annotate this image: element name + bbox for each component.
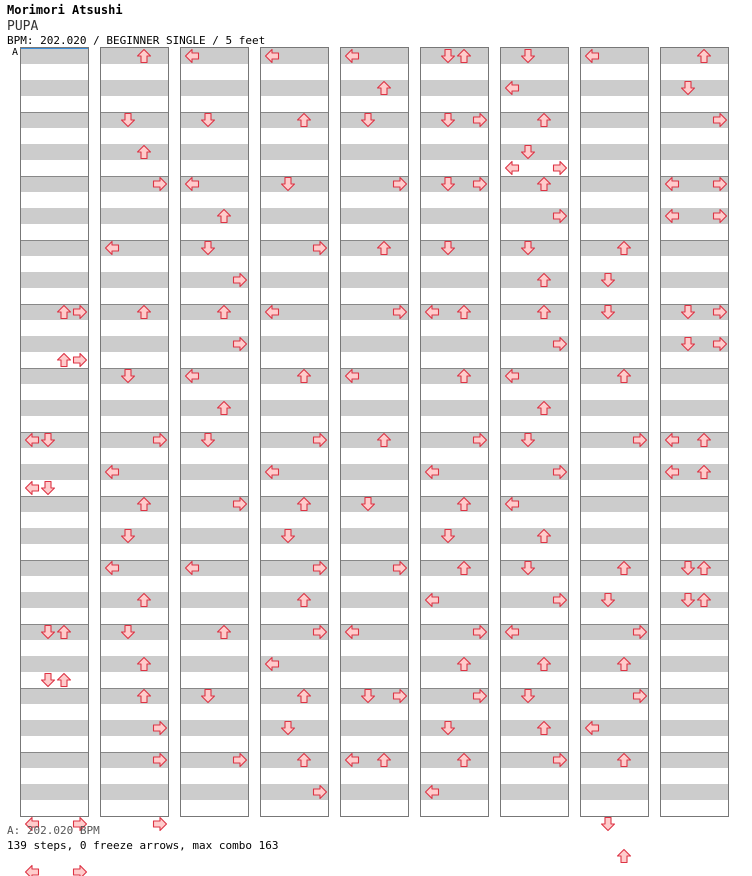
beat-stripe	[421, 656, 488, 672]
bpm-legend: A: 202.020 BPM	[7, 824, 100, 837]
chart-column	[421, 48, 489, 817]
beat-stripe	[181, 592, 248, 608]
beat-stripe	[581, 336, 648, 352]
beat-stripe	[181, 720, 248, 736]
step-arrow-icon	[602, 818, 615, 831]
beat-stripe	[421, 80, 488, 96]
beat-stripe	[21, 240, 88, 256]
beat-stripe	[101, 304, 168, 320]
beat-stripe	[21, 752, 88, 768]
beat-stripe	[181, 528, 248, 544]
beat-stripe	[501, 528, 568, 544]
beat-stripe	[21, 368, 88, 384]
step-arrow-icon	[74, 354, 87, 367]
beat-stripe	[421, 560, 488, 576]
beat-stripe	[261, 496, 328, 512]
beat-stripe	[581, 496, 648, 512]
beat-stripe	[501, 112, 568, 128]
step-arrow-icon	[26, 482, 39, 495]
beat-stripe	[101, 80, 168, 96]
beat-stripe	[101, 592, 168, 608]
beat-stripe	[341, 208, 408, 224]
beat-stripe	[421, 496, 488, 512]
chart-column	[261, 48, 329, 817]
beat-stripe	[21, 144, 88, 160]
chart-meta: BPM: 202.020 / BEGINNER SINGLE / 5 feet	[7, 34, 266, 47]
beat-stripe	[581, 208, 648, 224]
beat-stripe	[581, 528, 648, 544]
beat-stripe	[101, 656, 168, 672]
beat-stripe	[101, 336, 168, 352]
artist-name: Morimori Atsushi	[7, 3, 123, 17]
beat-stripe	[181, 656, 248, 672]
beat-stripe	[501, 656, 568, 672]
beat-stripe	[581, 240, 648, 256]
step-arrow-icon	[42, 674, 55, 687]
beat-stripe	[261, 272, 328, 288]
step-arrow-icon	[618, 850, 631, 863]
chart-column	[181, 48, 249, 817]
beat-stripe	[661, 496, 728, 512]
beat-stripe	[21, 496, 88, 512]
chart-column	[501, 48, 569, 817]
beat-stripe	[661, 400, 728, 416]
beat-stripe	[21, 560, 88, 576]
beat-stripe	[341, 720, 408, 736]
beat-stripe	[261, 688, 328, 704]
beat-stripe	[21, 272, 88, 288]
beat-stripe	[501, 720, 568, 736]
bpm-change-line	[21, 48, 88, 49]
chart-column	[21, 48, 89, 876]
beat-stripe	[21, 528, 88, 544]
beat-stripe	[261, 144, 328, 160]
beat-stripe	[421, 336, 488, 352]
chart-column	[341, 48, 409, 817]
step-arrow-icon	[42, 482, 55, 495]
beat-stripe	[101, 272, 168, 288]
beat-stripe	[661, 48, 728, 64]
beat-stripe	[181, 464, 248, 480]
beat-stripe	[21, 400, 88, 416]
beat-stripe	[661, 784, 728, 800]
beat-stripe	[341, 592, 408, 608]
beat-stripe	[101, 48, 168, 64]
beat-stripe	[181, 400, 248, 416]
beat-stripe	[421, 752, 488, 768]
step-arrow-icon	[554, 162, 567, 175]
beat-stripe	[261, 208, 328, 224]
beat-stripe	[101, 784, 168, 800]
beat-stripe	[581, 144, 648, 160]
beat-stripe	[261, 368, 328, 384]
beat-stripe	[501, 400, 568, 416]
beat-stripe	[501, 176, 568, 192]
beat-stripe	[21, 112, 88, 128]
beat-stripe	[661, 240, 728, 256]
beat-stripe	[661, 656, 728, 672]
beat-stripe	[661, 368, 728, 384]
beat-stripe	[341, 400, 408, 416]
beat-stripe	[181, 144, 248, 160]
beat-stripe	[261, 336, 328, 352]
beat-stripe	[581, 784, 648, 800]
beat-stripe	[581, 368, 648, 384]
beat-stripe	[341, 432, 408, 448]
step-arrow-icon	[58, 674, 71, 687]
beat-stripe	[101, 208, 168, 224]
beat-stripe	[421, 272, 488, 288]
beat-stripe	[501, 304, 568, 320]
beat-stripe	[21, 176, 88, 192]
beat-stripe	[101, 400, 168, 416]
beat-stripe	[581, 560, 648, 576]
beat-stripe	[21, 80, 88, 96]
beat-stripe	[661, 688, 728, 704]
beat-stripe	[21, 592, 88, 608]
beat-stripe	[181, 624, 248, 640]
beat-stripe	[501, 784, 568, 800]
beat-stripe	[21, 336, 88, 352]
beat-stripe	[421, 400, 488, 416]
beat-stripe	[421, 208, 488, 224]
step-arrow-icon	[74, 866, 87, 876]
beat-stripe	[181, 304, 248, 320]
beat-stripe	[581, 80, 648, 96]
beat-stripe	[21, 464, 88, 480]
beat-stripe	[261, 400, 328, 416]
song-title: PUPA	[7, 19, 39, 34]
beat-stripe	[341, 240, 408, 256]
beat-stripe	[181, 208, 248, 224]
beat-stripe	[21, 720, 88, 736]
beat-stripe	[341, 336, 408, 352]
beat-stripe	[21, 688, 88, 704]
beat-stripe	[661, 720, 728, 736]
beat-stripe	[261, 752, 328, 768]
chart-column	[581, 48, 649, 876]
beat-stripe	[261, 592, 328, 608]
beat-stripe	[661, 752, 728, 768]
chart-stats: 139 steps, 0 freeze arrows, max combo 163	[7, 839, 279, 852]
beat-stripe	[421, 144, 488, 160]
beat-stripe	[101, 144, 168, 160]
beat-stripe	[581, 752, 648, 768]
beat-stripe	[581, 400, 648, 416]
beat-stripe	[661, 624, 728, 640]
step-arrow-icon	[154, 818, 167, 831]
beat-stripe	[421, 368, 488, 384]
beat-stripe	[21, 48, 88, 64]
step-arrow-icon	[26, 866, 39, 876]
beat-stripe	[341, 80, 408, 96]
beat-stripe	[581, 464, 648, 480]
beat-stripe	[21, 208, 88, 224]
beat-stripe	[181, 80, 248, 96]
beat-stripe	[101, 688, 168, 704]
step-arrow-icon	[506, 162, 519, 175]
beat-stripe	[661, 272, 728, 288]
bpm-marker-label: A	[12, 47, 19, 58]
beat-stripe	[21, 784, 88, 800]
beat-stripe	[341, 784, 408, 800]
beat-stripe	[501, 272, 568, 288]
beat-stripe	[581, 656, 648, 672]
beat-stripe	[181, 784, 248, 800]
beat-stripe	[21, 656, 88, 672]
chart-column	[101, 48, 169, 831]
beat-stripe	[581, 176, 648, 192]
beat-stripe	[341, 464, 408, 480]
chart-column	[661, 48, 729, 817]
beat-stripe	[581, 112, 648, 128]
beat-stripe	[341, 656, 408, 672]
beat-stripe	[661, 144, 728, 160]
beat-stripe	[261, 112, 328, 128]
step-arrow-icon	[58, 354, 71, 367]
beat-stripe	[661, 528, 728, 544]
beat-stripe	[341, 528, 408, 544]
beat-stripe	[341, 272, 408, 288]
beat-stripe	[261, 80, 328, 96]
beat-stripe	[341, 144, 408, 160]
beat-stripe	[101, 496, 168, 512]
